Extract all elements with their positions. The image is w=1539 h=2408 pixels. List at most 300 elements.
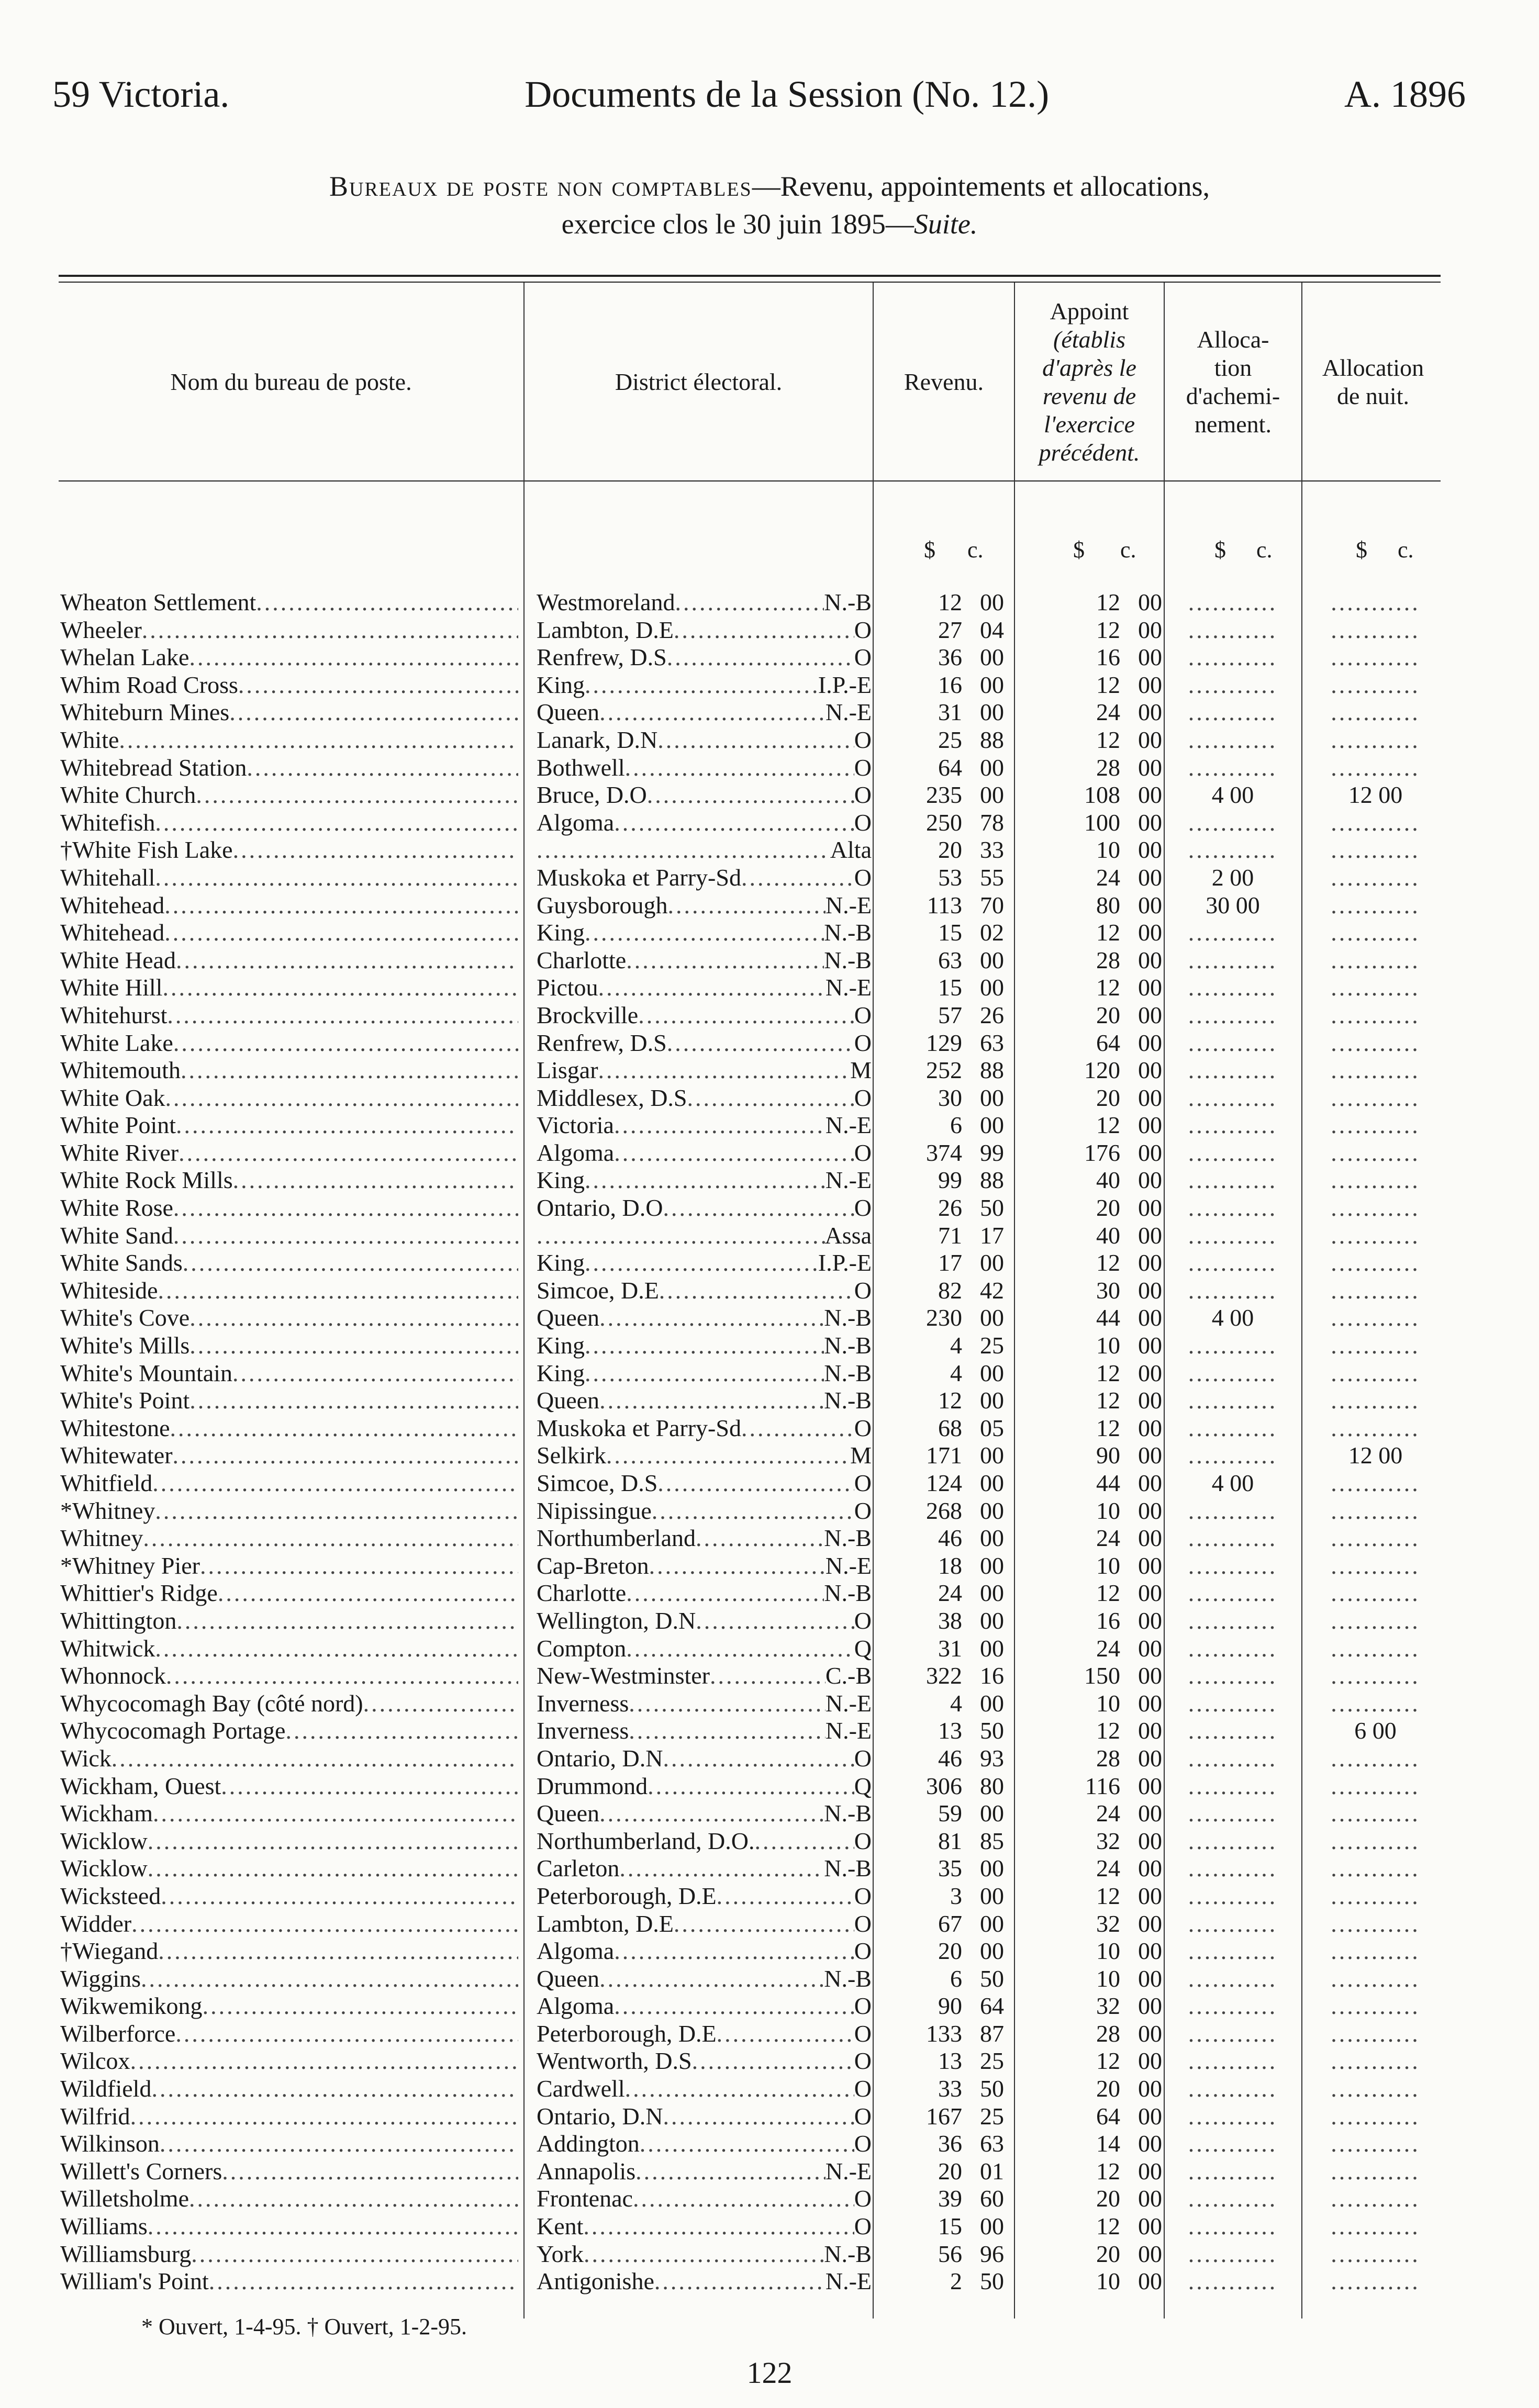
appointment-dollars: 120 bbox=[1084, 1057, 1120, 1084]
revenue-cell bbox=[873, 1828, 1004, 1855]
leader-dots bbox=[717, 2020, 854, 2048]
appointment-dollars: 12 bbox=[1096, 726, 1120, 753]
revenue-cents: 00 bbox=[980, 1689, 1004, 1717]
revenue-cell bbox=[873, 836, 1004, 864]
appointment-cents: 00 bbox=[1138, 2240, 1162, 2267]
district-name: Queen bbox=[537, 699, 600, 726]
appointment-cents: 00 bbox=[1138, 781, 1162, 809]
district-name: Muskoka et Parry-Sd bbox=[537, 864, 741, 891]
district-cell bbox=[537, 1800, 872, 1828]
revenue-dollars: 33 bbox=[938, 2075, 962, 2102]
empty-cell-dots: ........... bbox=[1331, 1910, 1420, 1937]
appointment-cell bbox=[1021, 2130, 1162, 2158]
revenue-dollars: 38 bbox=[938, 1607, 962, 1634]
empty-cell-dots: ........... bbox=[1188, 616, 1278, 643]
province-code: O bbox=[854, 1992, 872, 2020]
empty-cell-dots: ........... bbox=[1188, 2213, 1278, 2240]
table-row bbox=[0, 1745, 1539, 1773]
leader-dots bbox=[238, 671, 518, 699]
office-name-cell bbox=[60, 1277, 518, 1305]
revenue-cents: 00 bbox=[980, 946, 1004, 973]
district-name: Northumberland bbox=[537, 1525, 696, 1552]
district-cell bbox=[537, 836, 872, 864]
office-name-cell bbox=[60, 1635, 518, 1663]
appointment-cell bbox=[1021, 1635, 1162, 1663]
acheminement-cell bbox=[1165, 1415, 1301, 1442]
office-name-cell bbox=[60, 1580, 518, 1607]
leader-dots bbox=[667, 644, 854, 671]
province-code: Assa bbox=[824, 1222, 872, 1249]
province-code: O bbox=[854, 616, 872, 643]
appointment-cents: 00 bbox=[1138, 1001, 1162, 1028]
leader-dots bbox=[599, 1387, 824, 1415]
leader-dots bbox=[148, 1855, 518, 1883]
table-row bbox=[0, 1855, 1539, 1883]
office-name: Wilkinson bbox=[60, 2130, 160, 2157]
leader-dots bbox=[111, 1745, 518, 1773]
leader-dots bbox=[626, 947, 824, 975]
revenue-cents: 60 bbox=[980, 2185, 1004, 2212]
empty-cell-dots: ........... bbox=[1188, 2075, 1278, 2102]
province-code: O bbox=[854, 1827, 872, 1854]
empty-cell-dots: ........... bbox=[1331, 1359, 1420, 1386]
revenue-cell bbox=[873, 974, 1004, 1002]
appointment-cell bbox=[1021, 1937, 1162, 1965]
leader-dots bbox=[625, 2075, 854, 2103]
empty-cell-dots: ........... bbox=[1331, 1552, 1420, 1579]
revenue-cell bbox=[873, 809, 1004, 837]
revenue-cell bbox=[873, 1965, 1004, 1993]
district-name: Simcoe, D.S bbox=[537, 1470, 658, 1496]
revenue-cents: 00 bbox=[980, 1304, 1004, 1331]
leader-dots bbox=[696, 1607, 854, 1635]
acheminement-cell bbox=[1165, 1992, 1301, 2020]
office-name-cell bbox=[60, 2185, 518, 2213]
table-row bbox=[0, 1717, 1539, 1745]
appointment-cell bbox=[1021, 2103, 1162, 2131]
empty-cell-dots: ........... bbox=[1331, 1772, 1420, 1799]
acheminement-cell bbox=[1165, 2185, 1301, 2213]
revenue-cents: 50 bbox=[980, 2075, 1004, 2102]
empty-cell-dots: ........... bbox=[1331, 1332, 1420, 1359]
table-row bbox=[0, 617, 1539, 644]
empty-cell-dots: ........... bbox=[1188, 1194, 1278, 1222]
appointment-dollars: 16 bbox=[1096, 1607, 1120, 1634]
empty-cell-dots: ........... bbox=[1331, 974, 1420, 1001]
office-name-cell bbox=[60, 1194, 518, 1222]
leader-dots bbox=[675, 589, 824, 617]
appointment-cell bbox=[1021, 836, 1162, 864]
appointment-dollars: 100 bbox=[1084, 809, 1120, 836]
nuit-cell bbox=[1303, 1112, 1447, 1139]
appointment-dollars: 32 bbox=[1096, 1910, 1120, 1937]
office-name-cell bbox=[60, 1828, 518, 1855]
appointment-cents: 00 bbox=[1138, 1662, 1162, 1689]
nuit-cell bbox=[1303, 1883, 1447, 1910]
appointment-dollars: 10 bbox=[1096, 1332, 1120, 1359]
appointment-cell bbox=[1021, 1828, 1162, 1855]
nuit-cell bbox=[1303, 781, 1447, 809]
district-name: Lanark, D.N bbox=[537, 726, 658, 753]
office-name-cell bbox=[60, 2213, 518, 2241]
province-code: I.P.-E bbox=[818, 1249, 872, 1276]
office-name: Whelan Lake bbox=[60, 644, 189, 671]
appointment-cell bbox=[1021, 1773, 1162, 1800]
title-suite: Suite. bbox=[913, 208, 978, 240]
appointment-cents: 00 bbox=[1138, 809, 1162, 836]
province-code: Alta bbox=[830, 836, 872, 864]
empty-cell-dots: ........... bbox=[1331, 2268, 1420, 2295]
province-code: O bbox=[854, 1744, 872, 1772]
province-code: N.-E bbox=[825, 2268, 872, 2295]
appointment-dollars: 28 bbox=[1096, 1744, 1120, 1772]
acheminement-cell bbox=[1165, 1717, 1301, 1745]
revenue-cell bbox=[873, 2185, 1004, 2213]
district-name: Nipissingue bbox=[537, 1497, 652, 1524]
revenue-cell bbox=[873, 1580, 1004, 1607]
leader-dots bbox=[166, 1662, 518, 1690]
empty-cell-dots: ........... bbox=[1188, 1634, 1278, 1662]
appointment-dollars: 28 bbox=[1096, 754, 1120, 781]
leader-dots bbox=[218, 1580, 518, 1607]
revenue-cell bbox=[873, 947, 1004, 975]
office-name-cell bbox=[60, 864, 518, 892]
office-name: Wilfrid bbox=[60, 2102, 130, 2130]
office-name-cell bbox=[60, 2020, 518, 2048]
empty-cell-dots: ........... bbox=[1188, 1689, 1278, 1717]
appointment-cents: 00 bbox=[1138, 1332, 1162, 1359]
leader-dots bbox=[191, 2241, 518, 2268]
acheminement-cell bbox=[1165, 644, 1301, 671]
empty-cell-dots: ........... bbox=[1331, 671, 1420, 698]
revenue-dollars: 57 bbox=[938, 1001, 962, 1028]
acheminement-cell bbox=[1165, 1690, 1301, 1718]
leader-dots bbox=[141, 1965, 518, 1993]
leader-dots bbox=[203, 1992, 518, 2020]
leader-dots bbox=[663, 2103, 854, 2131]
appointment-cell bbox=[1021, 1360, 1162, 1387]
acheminement-cell bbox=[1165, 2213, 1301, 2241]
district-name: Brockville bbox=[537, 1001, 639, 1028]
leader-dots bbox=[619, 1855, 824, 1883]
appointment-cell bbox=[1021, 892, 1162, 920]
leader-dots bbox=[741, 1415, 854, 1442]
appointment-dollars: 20 bbox=[1096, 2240, 1120, 2267]
revenue-cell bbox=[873, 617, 1004, 644]
district-cell bbox=[537, 2020, 872, 2048]
revenue-cell bbox=[873, 1332, 1004, 1360]
revenue-cents: 00 bbox=[980, 974, 1004, 1001]
revenue-cell bbox=[873, 1690, 1004, 1718]
district-cell bbox=[537, 1635, 872, 1663]
empty-cell-dots: ........... bbox=[1331, 2020, 1420, 2047]
leader-dots bbox=[654, 2268, 826, 2295]
empty-cell-dots: ........... bbox=[1331, 754, 1420, 781]
empty-cell-dots: ........... bbox=[1188, 2240, 1278, 2267]
revenue-cents: 05 bbox=[980, 1414, 1004, 1441]
district-cell bbox=[537, 1084, 872, 1112]
table-row bbox=[0, 1580, 1539, 1607]
nuit-cell bbox=[1303, 836, 1447, 864]
district-cell bbox=[537, 2213, 872, 2241]
leader-dots bbox=[164, 892, 518, 920]
nuit-cell bbox=[1303, 2185, 1447, 2213]
appointment-dollars: 12 bbox=[1096, 1249, 1120, 1276]
table-row bbox=[0, 671, 1539, 699]
district-cell bbox=[537, 1828, 872, 1855]
acheminement-cell bbox=[1165, 1745, 1301, 1773]
leader-dots bbox=[160, 2130, 518, 2158]
empty-cell-dots: ........... bbox=[1188, 974, 1278, 1001]
appointment-dollars: 40 bbox=[1096, 1167, 1120, 1194]
revenue-dollars: 35 bbox=[938, 1855, 962, 1882]
nuit-cell bbox=[1303, 892, 1447, 920]
revenue-cents: 00 bbox=[980, 1580, 1004, 1607]
acheminement-cell bbox=[1165, 974, 1301, 1002]
district-cell bbox=[537, 1745, 872, 1773]
district-name: Addington bbox=[537, 2130, 640, 2157]
province-code: O bbox=[854, 1470, 872, 1496]
leader-dots bbox=[657, 726, 854, 754]
revenue-cell bbox=[873, 1800, 1004, 1828]
revenue-cents: 00 bbox=[980, 1855, 1004, 1882]
table-row bbox=[0, 836, 1539, 864]
table-row bbox=[0, 809, 1539, 837]
revenue-dollars: 59 bbox=[938, 1800, 962, 1827]
appointment-cents: 00 bbox=[1138, 616, 1162, 643]
appointment-cents: 00 bbox=[1138, 1744, 1162, 1772]
appointment-dollars: 24 bbox=[1096, 1525, 1120, 1552]
office-name: Whitehurst bbox=[60, 1001, 168, 1028]
nuit-cell bbox=[1303, 1194, 1447, 1222]
revenue-dollars: 90 bbox=[938, 1992, 962, 2020]
office-name-cell bbox=[60, 974, 518, 1002]
revenue-dollars: 268 bbox=[926, 1497, 962, 1524]
office-name-cell bbox=[60, 2130, 518, 2158]
province-code: C.-B bbox=[825, 1662, 872, 1689]
nuit-cell bbox=[1303, 1029, 1447, 1057]
office-name: White Rose bbox=[60, 1194, 173, 1222]
office-name: White Sand bbox=[60, 1222, 173, 1249]
province-code: N.-B bbox=[824, 1387, 872, 1414]
leader-dots bbox=[176, 947, 518, 975]
province-code: N.-B bbox=[824, 1359, 872, 1386]
office-name-cell bbox=[60, 1992, 518, 2020]
office-name-cell bbox=[60, 2241, 518, 2268]
nuit-cell bbox=[1303, 1167, 1447, 1194]
nuit-cell bbox=[1303, 1745, 1447, 1773]
revenue-dollars: 68 bbox=[938, 1414, 962, 1441]
appointment-dollars: 12 bbox=[1096, 1359, 1120, 1386]
acheminement-cell bbox=[1165, 1249, 1301, 1277]
leader-dots bbox=[142, 617, 518, 644]
district-cell bbox=[537, 1883, 872, 1910]
nuit-cell bbox=[1303, 864, 1447, 892]
office-name-cell bbox=[60, 1112, 518, 1139]
leader-dots bbox=[173, 1222, 518, 1250]
empty-cell-dots: ........... bbox=[1188, 1084, 1278, 1111]
office-name-cell bbox=[60, 1690, 518, 1718]
leader-dots bbox=[584, 2241, 824, 2268]
office-name: Williamsburg bbox=[60, 2240, 192, 2267]
empty-cell-dots: ........... bbox=[1331, 1607, 1420, 1634]
appointment-cents: 00 bbox=[1138, 1249, 1162, 1276]
revenue-dollars: 82 bbox=[938, 1276, 962, 1304]
appointment-cell bbox=[1021, 671, 1162, 699]
appointment-cents: 00 bbox=[1138, 726, 1162, 753]
province-code: O bbox=[854, 1276, 872, 1304]
province-code: N.-E bbox=[825, 1167, 872, 1194]
district-cell bbox=[537, 1552, 872, 1580]
office-name: Wicksteed bbox=[60, 1882, 161, 1909]
revenue-dollars: 46 bbox=[938, 1744, 962, 1772]
revenue-cents: 88 bbox=[980, 1057, 1004, 1084]
office-name: White River bbox=[60, 1139, 179, 1166]
revenue-cents: 00 bbox=[980, 754, 1004, 781]
district-cell bbox=[537, 2158, 872, 2186]
revenue-cents: 64 bbox=[980, 1992, 1004, 2020]
empty-cell-dots: ........... bbox=[1331, 2102, 1420, 2130]
header-right: A. 1896 bbox=[1344, 73, 1466, 115]
revenue-cell bbox=[873, 2047, 1004, 2075]
appointment-cents: 00 bbox=[1138, 1167, 1162, 1194]
revenue-cents: 00 bbox=[980, 699, 1004, 726]
empty-cell-dots: ........... bbox=[1331, 1057, 1420, 1084]
empty-cell-dots: ........... bbox=[1188, 2157, 1278, 2185]
district-name: Inverness bbox=[537, 1689, 629, 1717]
empty-cell-dots: ........... bbox=[1188, 671, 1278, 698]
table-row bbox=[0, 781, 1539, 809]
table-row bbox=[0, 1167, 1539, 1194]
empty-cell-dots: ........... bbox=[1188, 1937, 1278, 1965]
appointment-cents: 00 bbox=[1138, 1552, 1162, 1579]
office-name: Whitehall bbox=[60, 864, 155, 891]
empty-cell-dots: ........... bbox=[1188, 1029, 1278, 1056]
appointment-cents: 00 bbox=[1138, 2020, 1162, 2047]
office-name-cell bbox=[60, 1745, 518, 1773]
district-name: Bruce, D.O bbox=[537, 781, 647, 809]
empty-cell-dots: ........... bbox=[1188, 919, 1278, 946]
revenue-cell bbox=[873, 1277, 1004, 1305]
office-name: Wick bbox=[60, 1744, 111, 1772]
office-name: *Whitney bbox=[60, 1497, 155, 1524]
district-cell bbox=[537, 1470, 872, 1497]
appointment-cell bbox=[1021, 781, 1162, 809]
revenue-dollars: 124 bbox=[926, 1470, 962, 1496]
revenue-cents: 99 bbox=[980, 1139, 1004, 1166]
revenue-dollars: 2 bbox=[950, 2268, 962, 2295]
acheminement-cell bbox=[1165, 836, 1301, 864]
district-cell bbox=[537, 1332, 872, 1360]
table-row bbox=[0, 1883, 1539, 1910]
leader-dots bbox=[155, 864, 518, 892]
acheminement-cell bbox=[1165, 1194, 1301, 1222]
revenue-cell bbox=[873, 1717, 1004, 1745]
revenue-cents: 00 bbox=[980, 644, 1004, 671]
table-row bbox=[0, 1415, 1539, 1442]
appointment-dollars: 44 bbox=[1096, 1304, 1120, 1331]
province-code: N.-E bbox=[825, 699, 872, 726]
office-name: †Wiegand bbox=[60, 1937, 159, 1965]
office-name: Whycocomagh Portage bbox=[60, 1717, 286, 1744]
district-name: Pictou bbox=[537, 974, 598, 1001]
revenue-cents: 00 bbox=[980, 671, 1004, 698]
revenue-cents: 00 bbox=[980, 1112, 1004, 1139]
office-name: White Sands bbox=[60, 1249, 183, 1276]
office-name: Wicklow bbox=[60, 1855, 148, 1882]
acheminement-cell bbox=[1165, 1084, 1301, 1112]
table-row bbox=[0, 919, 1539, 947]
nuit-cell bbox=[1303, 1717, 1447, 1745]
acheminement-cell bbox=[1165, 1828, 1301, 1855]
table-row bbox=[0, 1277, 1539, 1305]
table-row bbox=[0, 1965, 1539, 1993]
district-name: Algoma bbox=[537, 1937, 615, 1965]
office-name-cell bbox=[60, 1910, 518, 1938]
nuit-cell bbox=[1303, 589, 1447, 617]
district-cell bbox=[537, 947, 872, 975]
appointment-cell bbox=[1021, 1057, 1162, 1084]
empty-cell-dots: ........... bbox=[1188, 809, 1278, 836]
acheminement-cell bbox=[1165, 726, 1301, 754]
office-name-cell bbox=[60, 1470, 518, 1497]
appointment-cents: 00 bbox=[1138, 671, 1162, 698]
district-name: Queen bbox=[537, 1800, 600, 1827]
appointment-dollars: 20 bbox=[1096, 1001, 1120, 1028]
province-code: N.-B bbox=[824, 1580, 872, 1607]
appointment-cents: 00 bbox=[1138, 864, 1162, 891]
title-line-1 bbox=[0, 167, 1539, 205]
appointment-dollars: 28 bbox=[1096, 2020, 1120, 2047]
office-name-cell bbox=[60, 1937, 518, 1965]
appointment-dollars: 108 bbox=[1084, 781, 1120, 809]
revenue-cents: 50 bbox=[980, 1194, 1004, 1222]
office-name: Whittington bbox=[60, 1607, 177, 1634]
empty-cell-dots: ........... bbox=[1331, 1497, 1420, 1524]
appointment-dollars: 90 bbox=[1096, 1442, 1120, 1469]
province-code: O bbox=[854, 2213, 872, 2240]
revenue-cents: 88 bbox=[980, 726, 1004, 753]
leader-dots bbox=[162, 974, 518, 1002]
revenue-cents: 50 bbox=[980, 1965, 1004, 1992]
district-cell bbox=[537, 644, 872, 671]
district-cell bbox=[537, 671, 872, 699]
office-name-cell bbox=[60, 1249, 518, 1277]
leader-dots bbox=[155, 809, 518, 837]
appointment-dollars: 12 bbox=[1096, 1882, 1120, 1909]
acheminement-cell bbox=[1165, 1057, 1301, 1084]
appointment-dollars: 24 bbox=[1096, 1855, 1120, 1882]
office-name-cell bbox=[60, 1304, 518, 1332]
appointment-cents: 00 bbox=[1138, 589, 1162, 615]
office-name: White Hill bbox=[60, 974, 163, 1001]
empty-cell-dots: ........... bbox=[1331, 1744, 1420, 1772]
appointment-cell bbox=[1021, 1304, 1162, 1332]
province-code: O bbox=[854, 781, 872, 809]
revenue-cell bbox=[873, 589, 1004, 617]
appointment-cents: 00 bbox=[1138, 2185, 1162, 2212]
nuit-cell bbox=[1303, 644, 1447, 671]
revenue-dollars: 250 bbox=[926, 809, 962, 836]
appointment-dollars: 24 bbox=[1096, 1634, 1120, 1662]
nuit-cell bbox=[1303, 1992, 1447, 2020]
appointment-dollars: 10 bbox=[1096, 1497, 1120, 1524]
leader-dots bbox=[614, 809, 854, 837]
acheminement-cell bbox=[1165, 1442, 1301, 1470]
leader-dots bbox=[626, 1580, 824, 1607]
office-name-cell bbox=[60, 1002, 518, 1029]
revenue-dollars: 67 bbox=[938, 1910, 962, 1937]
